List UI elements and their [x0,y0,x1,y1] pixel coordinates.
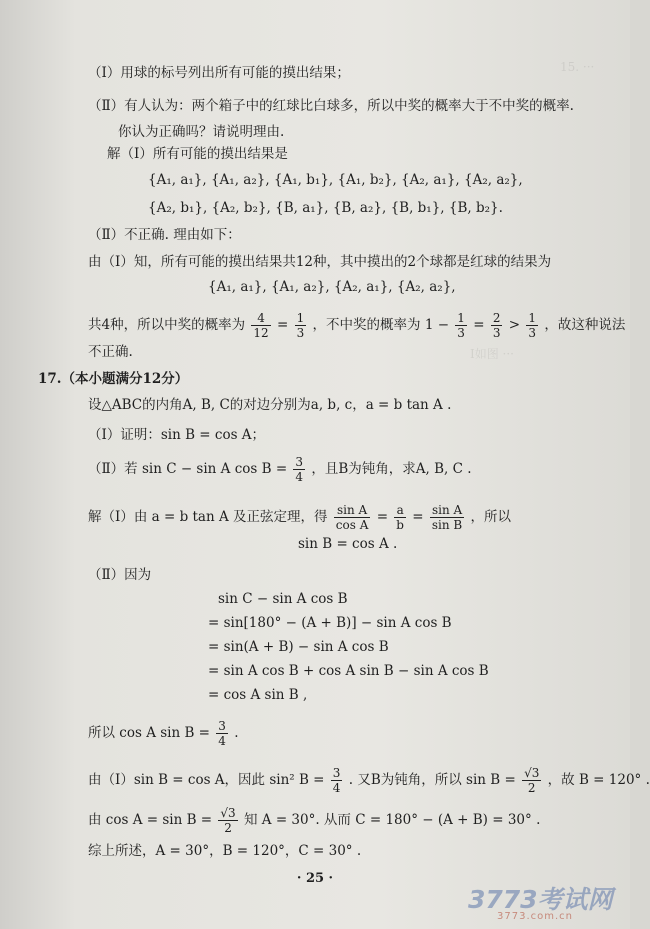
denominator: 2 [224,821,232,835]
derivation-line-3: = sin(A + B) − sin A cos B [208,639,389,655]
problem-17-statement: 设△ABC的内角A, B, C的对边分别为a, b, c，a = b tan A . [88,397,452,413]
bleed-through-text: Ⅰ如图 ··· [470,347,514,361]
denominator: 4 [295,470,304,484]
fraction [522,766,541,795]
result-equation: sin B = cos A . [298,536,398,552]
denominator: 3 [296,326,305,340]
numerator: 2 [492,311,501,325]
solution-17-part-1 [88,503,511,532]
problem-17-part-2 [88,455,472,484]
numerator: 3 [218,719,226,733]
watermark-url: 3773.com.cn [497,911,573,922]
text: . [234,725,239,741]
text: 由（Ⅰ）sin B = cos A，因此 sin² B = [88,772,325,788]
solution-part-2: （Ⅱ）不正确. 理由如下： [88,227,241,243]
fraction [394,503,406,532]
text: 知 A = 30°. 从而 C = 180° − (A + B) = 30° . [243,812,541,828]
denominator: 3 [457,326,465,340]
numerator: 4 [251,311,270,326]
page-number: · 25 · [296,871,334,886]
text: ，且B为钝角，求A, B, C . [311,461,472,477]
operator: = [276,317,293,333]
numerator: 1 [296,311,305,325]
result-line [88,719,239,748]
denominator: 12 [253,326,269,340]
numerator: sin A [430,503,464,518]
numerator: 1 [457,311,465,325]
text: ，故 B = 120° . [547,772,650,788]
fraction [491,311,503,340]
fraction [526,311,538,340]
fraction [251,311,270,340]
fraction [218,806,237,835]
numerator: √3 [524,766,540,780]
fraction [430,503,464,532]
denominator: 3 [528,326,537,340]
text: 共4种，所以中奖的概率为 [88,317,246,333]
operator: = [473,317,489,333]
denominator: sin B [431,518,463,532]
denominator: 2 [527,781,536,795]
derivation-line-5: = cos A sin B , [208,687,308,703]
final-answer: 综上所述，A = 30°，B = 120°，C = 30° . [88,843,362,859]
numerator: 1 [528,311,537,325]
operator: = [376,509,393,525]
operator: > [508,317,525,333]
numerator: √3 [220,806,236,820]
text: ，故这种说法 [544,317,626,333]
fraction [331,766,343,795]
question-part-2: （Ⅱ）有人认为：两个箱子中的红球比白球多，所以中奖的概率大于不中奖的概率. [88,98,574,114]
text: （Ⅱ）若 sin C − sin A cos B = [88,461,288,477]
outcomes-row-1: {A₁, a₁}, {A₁, a₂}, {A₁, b₁}, {A₁, b₂}, {A₂, a₁}, {A₂, a₂}, [148,172,523,188]
solution-part-1: 解（Ⅰ）所有可能的摸出结果是 [107,146,288,162]
fraction [216,719,228,748]
conclusion-text: 不正确. [88,344,133,360]
numerator: 3 [332,766,341,780]
operator: 1 − [424,317,454,333]
text: 由 cos A = sin B = [88,812,213,828]
probability-line [88,311,625,340]
denominator: 4 [332,781,341,795]
problem-17-header: 17.（本小题满分12分） [38,371,189,387]
text: 解（Ⅰ）由 a = b tan A 及正弦定理，得 [88,509,328,525]
fraction [455,311,467,340]
numerator: sin A [334,503,371,518]
fraction [293,455,305,484]
question-part-2-cont: 你认为正确吗？请说明理由. [118,124,285,140]
solution-text: 由（Ⅰ）知，所有可能的摸出结果共12种，其中摸出的2个球都是红球的结果为 [88,254,552,270]
text: ，不中奖的概率为 [312,317,421,333]
watermark-logo: 3773考试网 [468,885,613,914]
fraction [334,503,371,532]
operator: = [412,509,428,525]
numerator: 3 [295,455,304,469]
bleed-through-text: 15. ··· [560,60,595,74]
fraction [295,311,307,340]
angle-a-c-line [88,806,540,835]
outcomes-row-2: {A₂, b₁}, {A₂, b₂}, {B, a₁}, {B, a₂}, {B, b₁}, {B, b₂}. [148,200,503,216]
denominator: 3 [492,326,501,340]
red-ball-outcomes: {A₁, a₁}, {A₁, a₂}, {A₂, a₁}, {A₂, a₂}, [208,279,456,295]
problem-17-part-1: （Ⅰ）证明：sin B = cos A； [88,427,266,443]
denominator: 4 [218,734,226,748]
text: 所以 cos A sin B = [88,725,210,741]
denominator: b [396,518,404,532]
denominator: cos A [335,518,369,532]
angle-b-line [88,766,650,795]
text: . 又B为钝角，所以 sin B = [348,772,516,788]
numerator: a [394,503,406,518]
question-part-1: （Ⅰ）用球的标号列出所有可能的摸出结果； [88,65,350,81]
derivation-line-2: = sin[180° − (A + B)] − sin A cos B [208,615,452,631]
derivation-line-1: sin C − sin A cos B [218,591,348,607]
derivation-line-4: = sin A cos B + cos A sin B − sin A cos B [208,663,489,679]
text: ，所以 [470,509,512,525]
solution-17-part-2: （Ⅱ）因为 [88,567,152,583]
